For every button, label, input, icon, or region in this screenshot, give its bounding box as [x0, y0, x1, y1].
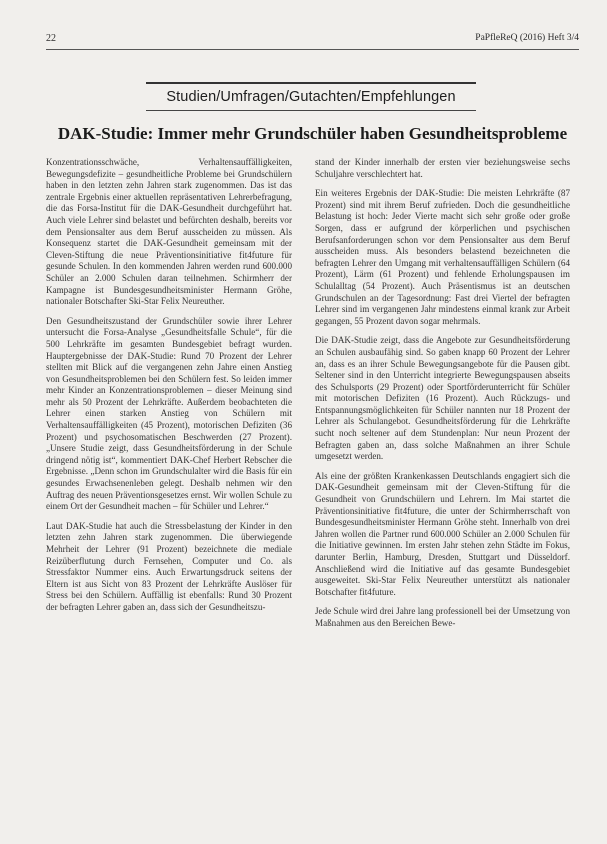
article-headline: DAK-Studie: Immer mehr Grundschüler haben Gesundheitsprobleme [57, 124, 568, 143]
paragraph: Laut DAK-Studie hat auch die Stressbelastung der Kinder in den letzten zehn Jahren stark zugenommen. Die überwiegende Mehrheit der Lehrer (91 Prozent) bezeichnete die mediale Reizüberflutung durch Fernsehen, Computer und Co. als Stressfaktor Nummer eins. Auch Erwartungsdruck seitens der Eltern ist aus Sicht von 83 Prozent der Lehrkräfte Auslöser für Stress bei den Schülern. Auffällig ist ebenfalls: Rund 30 Prozent der befragten Lehrer gaben an, dass sich der Gesundheitszu- [46, 520, 292, 612]
paragraph: Als eine der größten Krankenkassen Deutschlands engagiert sich die DAK-Gesundheit gemeinsam mit der Cleven-Stiftung für die Gesundheit von Grundschülern und Lehrern. Im Mai startet die Präventionsinitiative fit4future, die unter der Schirmherrschaft von Bundesgesundheitsminister Hermann Gröhe steht. Innerhalb von drei Jahren wollen die Partner rund 600.000 Schüler an 2.000 Schulen für die Initiative gewinnen. Im ersten Jahr stehen zehn Städte im Fokus, darunter Berlin, Hamburg, Dresden, Stuttgart und Düsseldorf. Anschließend wird die Initiative auf das gesamte Bundesgebiet ausgeweitet. Ski-Star Felix Neureuther unterstützt als nationaler Botschafter fit4future. [315, 470, 570, 597]
paragraph: Ein weiteres Ergebnis der DAK-Studie: Die meisten Lehrkräfte (87 Prozent) sind mit ihrem Beruf zufrieden. Doch die gesundheitliche Belastung ist hoch: Jeder Vierte macht sich sehr große oder große Sorgen, dass er aufgrund der körperlichen und psychischen Berufsanforderungen schon vor dem Pensionsalter aus dem Beruf ausscheiden muss. Als besonders belastend bezeichneten die befragten Lehrer den Umgang mit verhaltensauffälligen Schülern (64 Prozent), Lärm (61 Prozent) und fehlende Erholungspausen im Schulalltag (54 Prozent). Auch Präsentismus ist an deutschen Grundschulen an der Tagesordnung: Fast drei Viertel der befragten Lehrer sind im vergangenen Jahr mindestens einmal krank zur Arbeit gegangen, 55 Prozent davon sogar mehrmals. [315, 188, 570, 326]
left-column [46, 157, 292, 622]
right-column [315, 157, 570, 638]
paragraph: Konzentrationsschwäche, Verhaltensauffälligkeiten, Bewegungsdefizite – gesundheitliche Probleme bei Grundschülern haben in den letzten zehn Jahren stark zugenommen. Das ist das zentrale Ergebnis einer aktuellen repräsentativen Lehrerbefragung, die das Forsa-Institut für die DAK-Gesundheit durchgeführt hat. Auch viele Lehrer sind belastet und befürchten deshalb, bereits vor dem Pensionsalter aus dem Beruf ausscheiden zu müssen. Als Konsequenz startet die DAK-Gesundheit gemeinsam mit der Cleven-Stiftung die neue Präventionsinitiative fit4future für gesunde Schulen. In den kommenden Jahren werden rund 600.000 Schüler an 2.000 Schulen daran teilnehmen. Schirmherr der Kampagne ist Bundesgesundheitsminister Hermann Gröhe, nationaler Botschafter Ski-Star Felix Neureuther. [46, 157, 292, 307]
page-number: 22 [46, 33, 56, 44]
header-rule [46, 49, 579, 50]
section-title: Studien/Umfragen/Gutachten/Empfehlungen [166, 89, 456, 105]
section-banner [146, 82, 476, 111]
paragraph: stand der Kinder innerhalb der ersten vier beziehungsweise sechs Schuljahre verschlechtert hat. [315, 157, 570, 179]
paragraph: Die DAK-Studie zeigt, dass die Angebote zur Gesundheitsförderung an Schulen ausbaufähig sind. So gaben knapp 60 Prozent der Lehrer an, dass es an ihrer Schule Bewegungsangebote für die Pausen gibt. Seltener sind in den Unterricht integrierte Bewegungspausen abseits des Schulsports (29 Prozent) oder Sportförderunterricht für Schüler mit motorischen Defiziten (16 Prozent). Auch Rückzugs- und Entspannungsmöglichkeiten für Schüler nannten nur 18 Prozent der Lehrer als Schulangebot. Gesundheitsförderung für die Lehrkräfte sucht noch seltener auf dem Stundenplan: Nur neun Prozent der Befragten gaben an, dass solche Maßnahmen an ihrer Schule umgesetzt werden. [315, 335, 570, 462]
journal-reference: PaPfleReQ (2016) Heft 3/4 [475, 33, 579, 43]
paragraph: Den Gesundheitszustand der Grundschüler sowie ihrer Lehrer untersucht die Forsa-Analyse „Gesundheitsfalle Schule“, für die 500 Lehrkräfte im gesamten Bundesgebiet befragt wurden. Hauptergebnisse der DAK-Studie: Rund 70 Prozent der Lehrer stellten mit Blick auf die vergangenen zehn Jahre einen Anstieg von Gesundheitsproblemen bei den Schülern fest. So leiden immer mehr Kinder an Konzentrationsproblemen – dieser Meinung sind mehr als 50 Prozent der Lehrkräfte. Außerdem beobachteten die Lehrer einen starken Anstieg von Schülern mit Verhaltensauffälligkeiten (45 Prozent), motorischen Defiziten (36 Prozent) und psychosomatischen Beschwerden (27 Prozent). „Unsere Studie zeigt, dass Gesundheitsförderung in der Schule dringend nötig ist“, kommentiert DAK-Chef Herbert Rebscher die Ergebnisse. „Denn schon im Grundschulalter wird die Basis für ein gesundes Erwachsenenleben gelegt. Deshalb nehmen wir den Auftrag des neuen Präventionsgesetzes ernst. Wir wollen Schule zu einem Ort der Gesundheit machen – für Schüler und Lehrer.“ [46, 315, 292, 512]
paragraph: Jede Schule wird drei Jahre lang professionell bei der Umsetzung von Maßnahmen aus den Bereichen Bewe- [315, 606, 570, 628]
